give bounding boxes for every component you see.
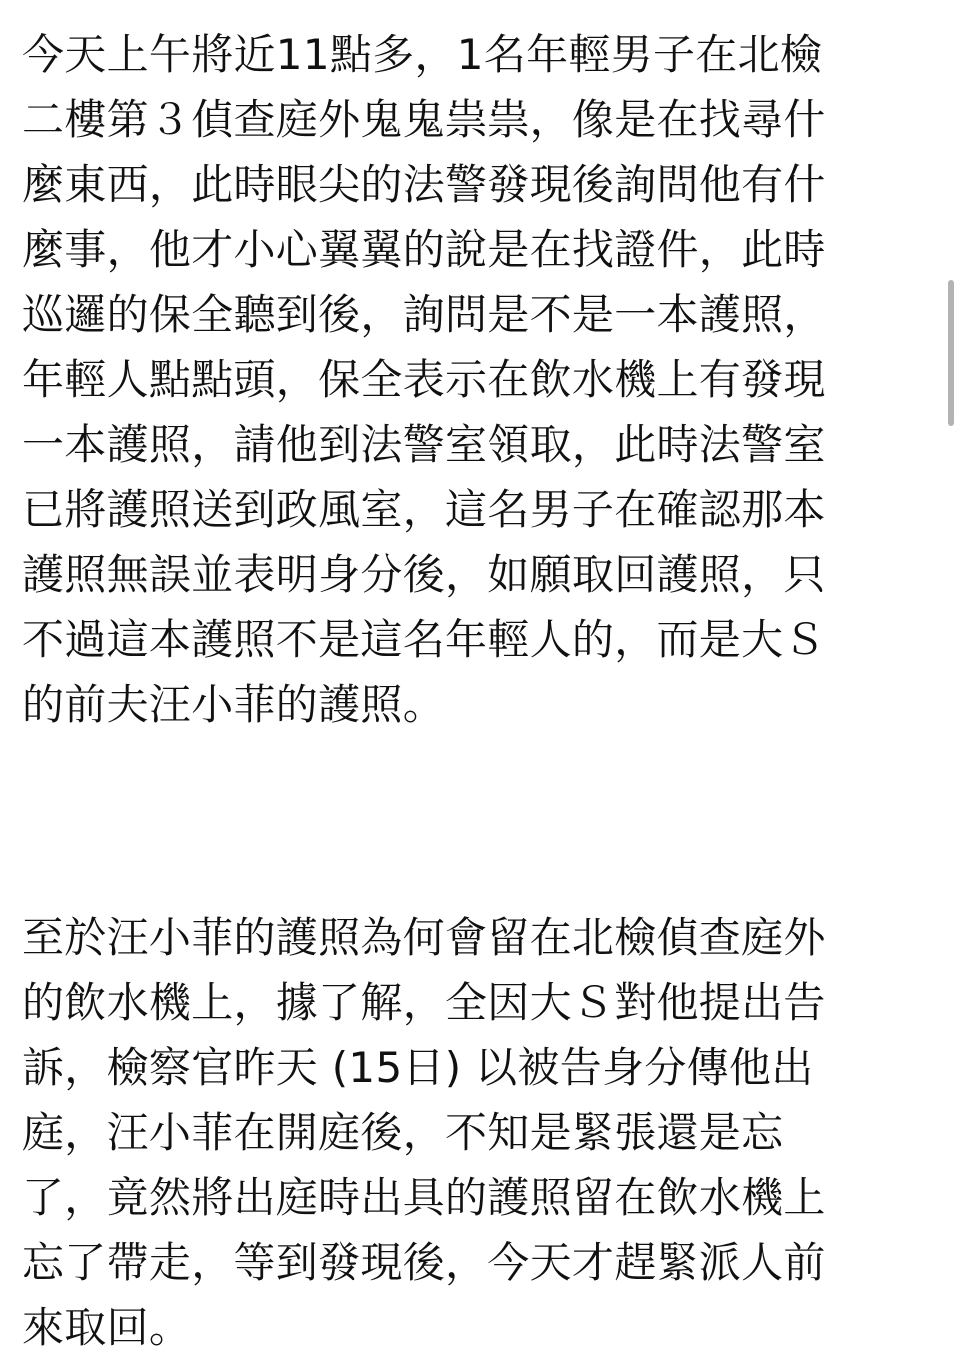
paragraph-spacer (22, 737, 938, 905)
text-line: 至於汪小菲的護照為何會留在北檢偵查庭外 (22, 913, 826, 962)
text-line: 麼事，他才小心翼翼的說是在找證件，此時 (22, 225, 826, 274)
text-line: 的飲水機上，據了解，全因大Ｓ對他提出告 (22, 978, 826, 1027)
text-line: 麼東西，此時眼尖的法警發現後詢問他有什 (22, 160, 826, 209)
text-line: 巡邏的保全聽到後，詢問是不是一本護照， (22, 290, 826, 339)
text-line: 不過這本護照不是這名年輕人的，而是大Ｓ (22, 615, 826, 664)
text-line: 訴，檢察官昨天 (15日) 以被告身分傳他出 (22, 1043, 814, 1092)
text-line: 年輕人點點頭，保全表示在飲水機上有發現 (22, 355, 826, 404)
text-line: 的前夫汪小菲的護照。 (22, 680, 446, 729)
text-line: 護照無誤並表明身分後，如願取回護照，只 (22, 550, 826, 599)
text-line: 今天上午將近11點多，1名年輕男子在北檢 (22, 30, 823, 79)
text-line: 忘了帶走，等到發現後，今天才趕緊派人前 (22, 1238, 826, 1287)
text-line: 一本護照，請他到法警室領取，此時法警室 (22, 420, 826, 469)
text-line: 二樓第３偵查庭外鬼鬼祟祟，像是在找尋什 (22, 95, 826, 144)
vertical-scrollbar[interactable] (948, 280, 954, 426)
text-line: 了，竟然將出庭時出具的護照留在飲水機上 (22, 1173, 826, 1222)
paragraph-2 (22, 905, 938, 1360)
text-line: 庭，汪小菲在開庭後，不知是緊張還是忘 (22, 1108, 784, 1157)
article-body (22, 22, 938, 1360)
text-line: 來取回。 (22, 1303, 192, 1352)
text-line: 已將護照送到政風室，這名男子在確認那本 (22, 485, 826, 534)
paragraph-1 (22, 22, 938, 737)
